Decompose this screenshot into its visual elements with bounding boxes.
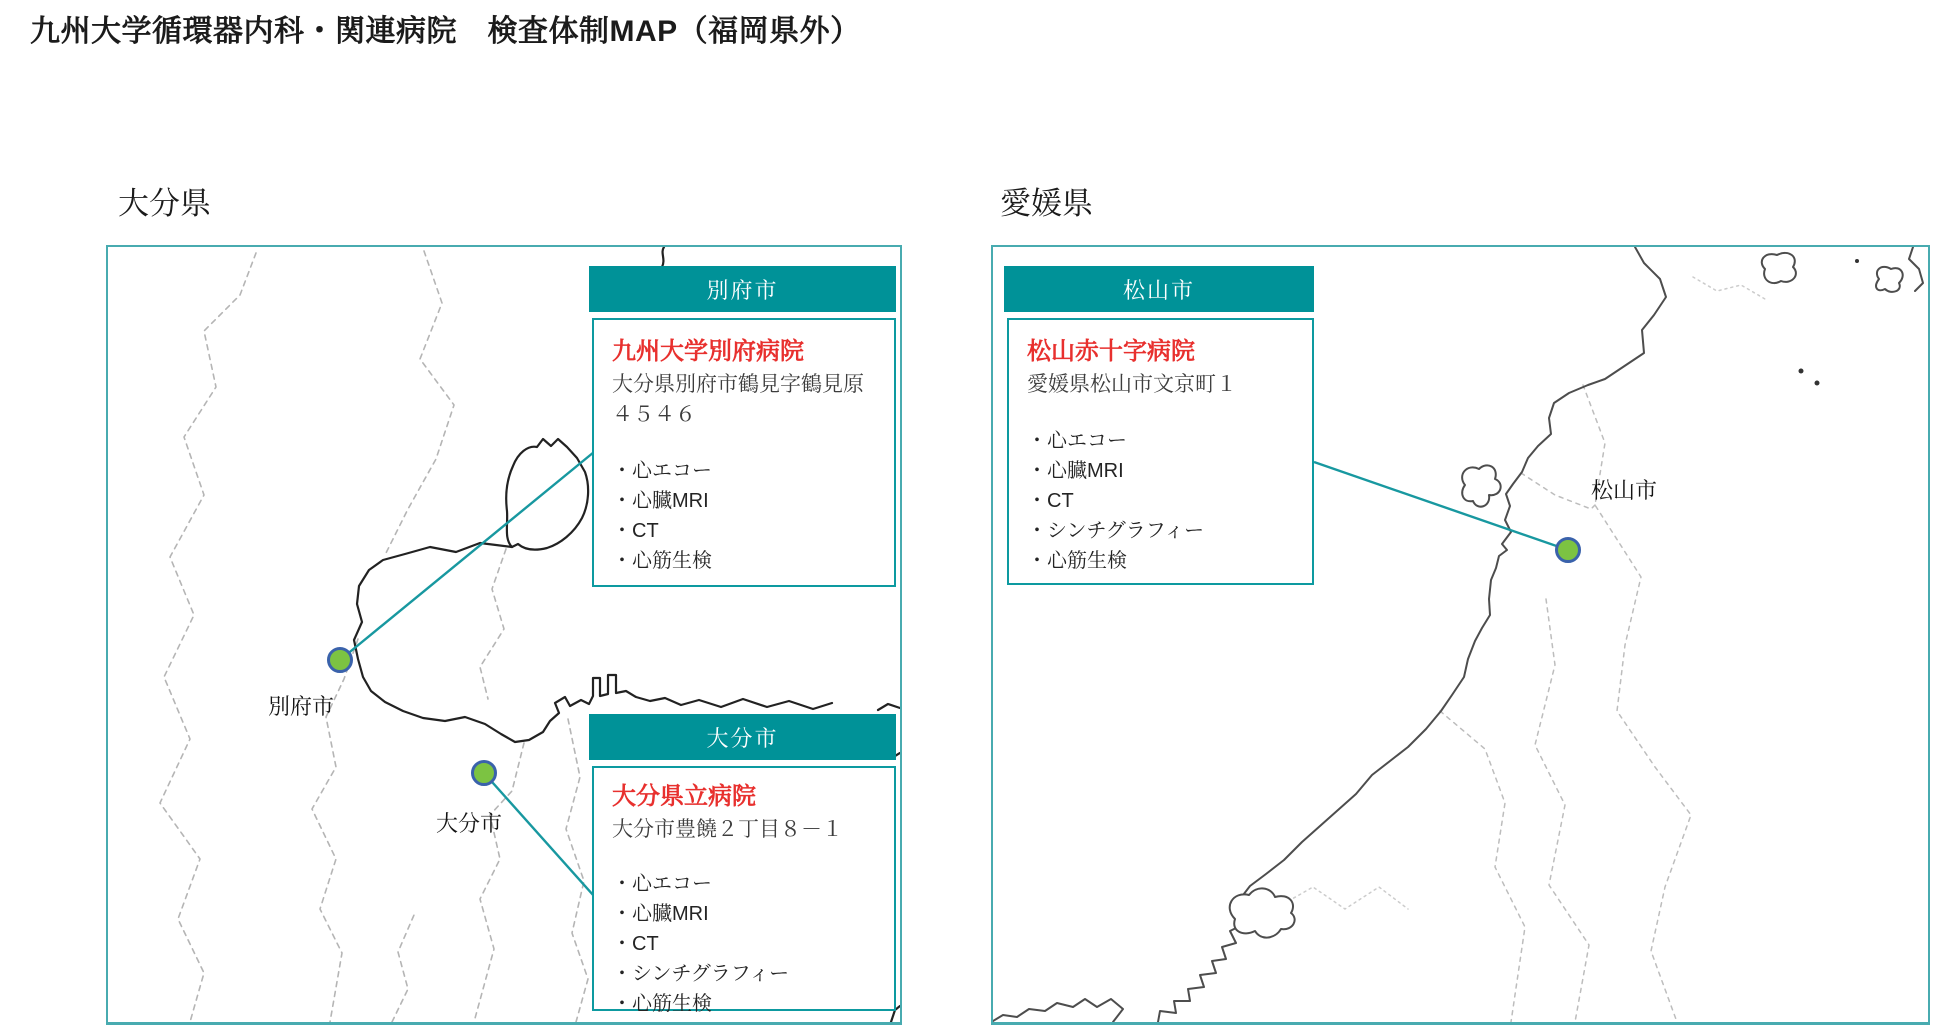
oita-map: [106, 245, 902, 1025]
test-item: ・心筋生検: [1027, 550, 1127, 572]
oita-city-test-list: [612, 869, 876, 1019]
test-item: ・心筋生検: [612, 993, 712, 1015]
matsuyama-hospital-name: 松山赤十字病院: [1027, 338, 1195, 365]
oita-city-card: [592, 766, 896, 1015]
oita-city-map-label: 大分市: [436, 811, 503, 836]
matsuyama-card: [1007, 318, 1314, 585]
beppu-marker: [327, 647, 353, 673]
test-item: ・CT: [1027, 490, 1074, 512]
oita-city-card-header: 大分市: [589, 714, 896, 760]
page-title: 九州大学循環器内科・関連病院 検査体制MAP（福岡県外）: [30, 15, 861, 48]
test-item: ・心エコー: [612, 460, 712, 482]
matsuyama-marker: [1555, 537, 1581, 563]
oita-city-hospital-name: 大分県立病院: [612, 783, 756, 810]
test-item: ・心臓MRI: [612, 903, 709, 925]
matsuyama-test-list: [1027, 426, 1294, 576]
beppu-card: [592, 318, 896, 587]
beppu-address-line2: ４５４６: [612, 403, 696, 426]
test-item: ・CT: [612, 933, 659, 955]
ehime-dotted-boundaries: [1278, 277, 1765, 909]
test-item: ・CT: [612, 520, 659, 542]
beppu-hospital-name: 九州大学別府病院: [612, 338, 804, 365]
test-item: ・シンチグラフィー: [612, 963, 790, 985]
beppu-address-line1: 大分県別府市鶴見字鶴見原: [612, 373, 864, 396]
oita-prefecture-label: 大分県: [118, 186, 211, 221]
beppu-map-label: 別府市: [268, 694, 335, 719]
matsuyama-map-label: 松山市: [1591, 478, 1658, 503]
beppu-card-header: 別府市: [589, 266, 896, 312]
oita-city-address-line1: 大分市豊饒２丁目８－１: [612, 818, 843, 841]
test-item: ・心臓MRI: [612, 490, 709, 512]
oita-boundaries: [160, 251, 588, 1022]
test-item: ・心エコー: [612, 873, 712, 895]
matsuyama-address-line1: 愛媛県松山市文京町１: [1027, 373, 1237, 396]
test-item: ・心エコー: [1027, 430, 1127, 452]
ehime-small-islands: [1799, 259, 1860, 386]
test-item: ・心臓MRI: [1027, 460, 1124, 482]
test-item: ・シンチグラフィー: [1027, 520, 1205, 542]
matsuyama-card-header: 松山市: [1004, 266, 1314, 312]
test-item: ・心筋生検: [612, 550, 712, 572]
ehime-map: [991, 245, 1930, 1025]
ehime-connectors: [1314, 462, 1568, 550]
ehime-prefecture-label: 愛媛県: [1000, 186, 1093, 221]
oita-city-marker: [471, 760, 497, 786]
beppu-test-list: [612, 456, 876, 576]
